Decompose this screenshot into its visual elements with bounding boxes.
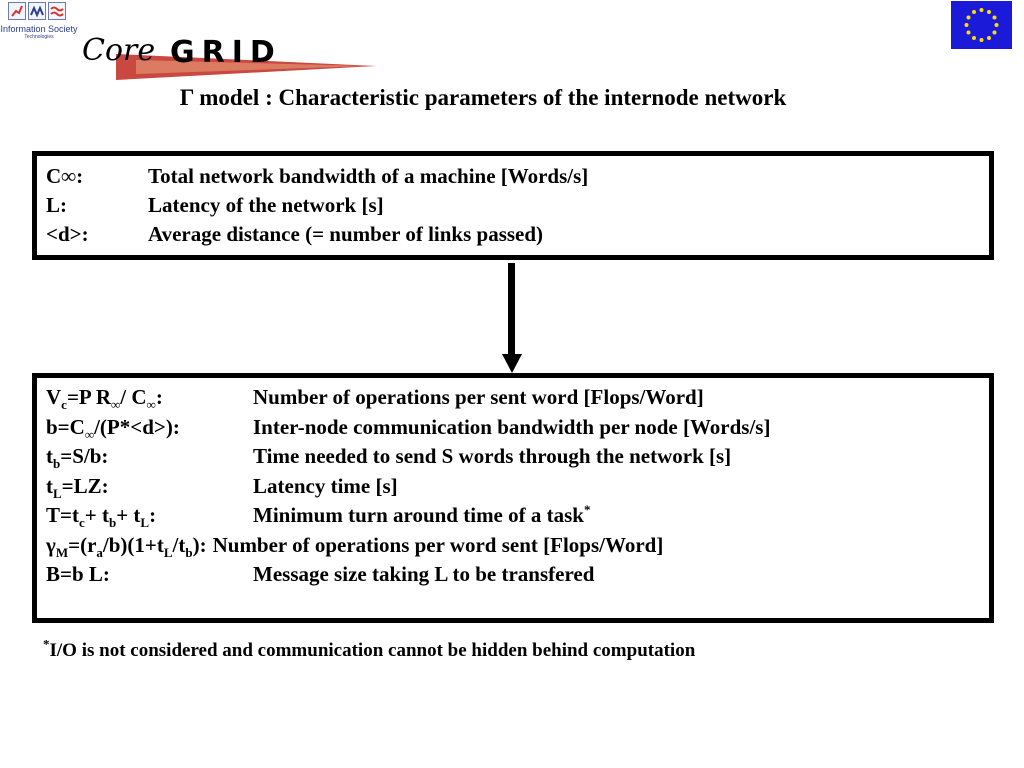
parameter-row bbox=[46, 191, 989, 220]
parameter-row bbox=[46, 162, 989, 191]
ist-logo-text bbox=[0, 24, 78, 40]
coregrid-logo-right: GRID bbox=[170, 35, 282, 70]
parameter-row bbox=[46, 442, 989, 472]
parameter-row bbox=[46, 501, 989, 531]
footnote-marker: * bbox=[43, 636, 50, 652]
parameter-label: L: bbox=[46, 193, 67, 217]
parameter-row bbox=[46, 560, 989, 590]
parameter-row bbox=[46, 531, 989, 561]
coregrid-logo bbox=[76, 22, 376, 82]
parameter-description: Minimum turn around time of a task bbox=[253, 503, 584, 527]
parameter-formula-tl: $t_L=LZ$: bbox=[46, 473, 109, 501]
parameter-description: Total network bandwidth of a machine [Words/s] bbox=[148, 164, 589, 188]
ist-logo bbox=[0, 0, 78, 48]
down-arrow-icon bbox=[502, 354, 522, 373]
parameter-formula-tb: $t_b=S/b$: bbox=[46, 444, 109, 472]
parameter-row bbox=[46, 413, 989, 443]
ist-logo-sublabel: Technologies bbox=[24, 34, 54, 40]
parameter-description: Average distance (= number of links passed) bbox=[148, 222, 544, 246]
parameter-description: Number of operations per word sent [Flops/Word] bbox=[212, 532, 664, 557]
parameter-row bbox=[46, 220, 989, 249]
ist-logo-icons bbox=[8, 2, 66, 20]
parameter-formula-gamma: $\gamma_M=(r_a/b)(1+t_L/t_b)$: bbox=[46, 532, 207, 560]
chart-icon bbox=[8, 2, 26, 20]
parameter-formula-vc: $V_c=P$ $R_\infty/$ $C_\infty$: bbox=[46, 385, 163, 413]
parameter-label: B=b L: bbox=[46, 562, 110, 586]
parameter-description-with-footnote bbox=[253, 501, 590, 531]
derived-parameters-box bbox=[32, 373, 994, 623]
network-parameters-box bbox=[32, 151, 994, 260]
parameter-formula-t: $T=t_c+ t_b+ t_L$: bbox=[46, 503, 157, 531]
parameter-label: C∞: bbox=[46, 164, 84, 188]
down-arrow-shaft bbox=[508, 263, 515, 357]
parameter-description: Latency of the network [s] bbox=[148, 193, 384, 217]
parameter-row bbox=[46, 383, 989, 413]
parameter-row bbox=[46, 472, 989, 502]
signal-icon bbox=[28, 2, 46, 20]
parameter-description: Inter-node communication bandwidth per node [Words/s] bbox=[253, 414, 771, 439]
footnote-marker: * bbox=[583, 502, 591, 517]
eu-stars-icon bbox=[951, 1, 1012, 49]
parameter-label: <d>: bbox=[46, 222, 89, 246]
footnote-text: I/O is not considered and communication cannot be hidden behind computation bbox=[49, 640, 696, 661]
eu-flag bbox=[951, 1, 1012, 49]
wave-icon bbox=[48, 2, 66, 20]
parameter-description: Number of operations per sent word [Flops/Word] bbox=[253, 385, 704, 409]
coregrid-logo-left: Core bbox=[82, 33, 156, 68]
slide-title: Γ model : Characteristic parameters of the internode network bbox=[179, 85, 787, 110]
parameter-description: Latency time [s] bbox=[253, 473, 398, 498]
ist-logo-label: Information Society bbox=[0, 24, 78, 34]
parameter-description: Time needed to send S words through the network [s] bbox=[253, 444, 732, 468]
parameter-description: Message size taking L to be transfered bbox=[253, 562, 595, 586]
parameter-formula-b: $b=C_\infty/(P*<d>)$: bbox=[46, 414, 180, 442]
footnote bbox=[43, 636, 696, 662]
